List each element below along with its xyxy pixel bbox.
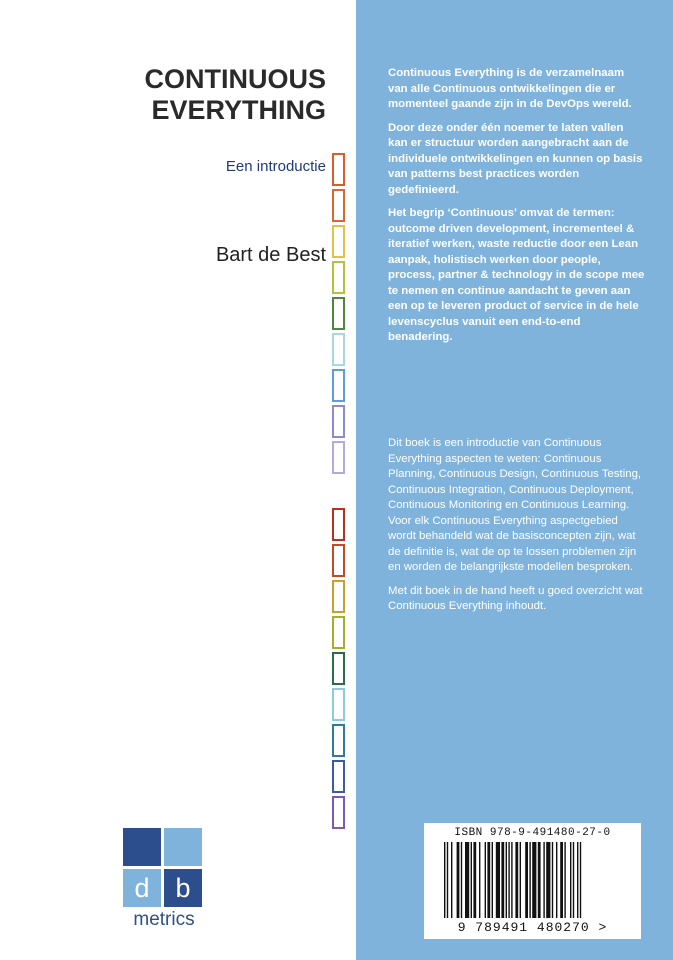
decorative-square xyxy=(332,225,345,258)
book-subtitle: Een introductie xyxy=(225,158,326,175)
barcode-bar xyxy=(564,842,565,918)
title-line-2: EVERYTHING xyxy=(151,95,326,125)
title-line-1: CONTINUOUS xyxy=(144,64,326,94)
barcode-bar xyxy=(487,842,490,918)
barcode-bar xyxy=(532,842,536,918)
barcode-bar xyxy=(570,842,571,918)
logo-tile xyxy=(164,828,202,866)
decorative-square xyxy=(332,333,345,366)
db-metrics-logo xyxy=(123,828,205,938)
barcode-bar xyxy=(580,842,581,918)
decorative-square xyxy=(332,441,345,474)
barcode-bar xyxy=(508,842,509,918)
logo-letter-d: d xyxy=(134,873,150,903)
logo-letter-b: b xyxy=(175,873,191,903)
barcode-bar xyxy=(451,842,452,918)
decorative-square xyxy=(332,369,345,402)
bold-paragraph: Continuous Everything is de verzamelnaam van alle Continuous ontwikkelingen die er momenteel gaande zijn in de DevOps wereld. xyxy=(388,67,632,110)
book-author: Bart de Best xyxy=(215,244,326,266)
description-paragraph: Dit boek is een introductie van Continuous Everything aspecten te weten: Continuous Planning, Continuous Design, Continuous Testing, Continuous Integration, Continuous Deployment, Continuous Monitoring en Continuous Learning. Voor elk Continuous Everything aspectgebied wordt behandeld wat de basisconcepten zijn, wat de definitie is, wat de op te lossen problemen zijn en worden de belangrijkste modellen besproken. xyxy=(388,437,642,573)
decorative-square xyxy=(332,544,345,577)
book-title xyxy=(60,64,326,126)
barcode-bar xyxy=(552,842,553,918)
barcode-bar xyxy=(573,842,574,918)
barcode-bar xyxy=(492,842,493,918)
decorative-square xyxy=(332,580,345,613)
barcode-bar xyxy=(479,842,480,918)
barcode-bar xyxy=(461,842,462,918)
barcode-bar xyxy=(520,842,521,918)
barcode-bar xyxy=(444,842,445,918)
decorative-square xyxy=(332,297,345,330)
barcode-bar xyxy=(465,842,469,918)
decorative-square-strip xyxy=(332,0,348,960)
barcode-bar xyxy=(501,842,504,918)
barcode-bar xyxy=(543,842,544,918)
decorative-square xyxy=(332,688,345,721)
decorative-square xyxy=(332,616,345,649)
description-paragraph: Met dit boek in de hand heeft u goed overzicht wat Continuous Everything inhoudt. xyxy=(388,584,643,612)
barcode-bar xyxy=(525,842,528,918)
bold-paragraph: Het begrip ‘Continuous’ omvat de termen: outcome driven development, incrementeel & iteratief werken, waste reductie door een Lean aanpak, holistisch werken door people, process, partner & technology in de scope mee te nemen en continue aandacht te geven aan een op te leveren product of service in de hele levenscyclus vanuit een end-to-end benadering. xyxy=(388,207,645,343)
bold-paragraph: Door deze onder één noemer te laten vallen kan er structuur worden aangebracht aan de individuele ontwikkelingen en kunnen op basis van patterns best practices worden gedefinieerd. xyxy=(388,121,643,196)
barcode-bars xyxy=(442,842,623,920)
barcode-bar xyxy=(511,842,512,918)
barcode-bar xyxy=(457,842,460,918)
decorative-square xyxy=(332,508,345,541)
logo-tile xyxy=(123,828,161,866)
decorative-square xyxy=(332,760,345,793)
barcode-bar xyxy=(506,842,507,918)
barcode-bar xyxy=(538,842,541,918)
barcode-number: 9 789491 480270 > xyxy=(457,920,608,935)
decorative-square xyxy=(332,261,345,294)
bold-text-block xyxy=(388,66,646,354)
barcode-bar xyxy=(473,842,476,918)
barcode-bar xyxy=(515,842,518,918)
decorative-square xyxy=(332,724,345,757)
isbn-barcode xyxy=(424,823,641,939)
decorative-square xyxy=(332,652,345,685)
barcode-bar xyxy=(496,842,500,918)
barcode-bar xyxy=(546,842,550,918)
barcode-bar xyxy=(529,842,530,918)
logo-wordmark: metrics xyxy=(133,909,195,930)
barcode-bar xyxy=(471,842,472,918)
barcode-bar xyxy=(560,842,563,918)
decorative-square xyxy=(332,405,345,438)
decorative-square xyxy=(332,189,345,222)
decorative-square xyxy=(332,796,345,829)
barcode-bar xyxy=(485,842,486,918)
decorative-square xyxy=(332,153,345,186)
barcode-bar xyxy=(447,842,448,918)
isbn-label: ISBN 978-9-491480-27-0 xyxy=(454,827,611,839)
description-text-block xyxy=(388,436,646,623)
barcode-bar xyxy=(556,842,557,918)
barcode-bar xyxy=(577,842,578,918)
